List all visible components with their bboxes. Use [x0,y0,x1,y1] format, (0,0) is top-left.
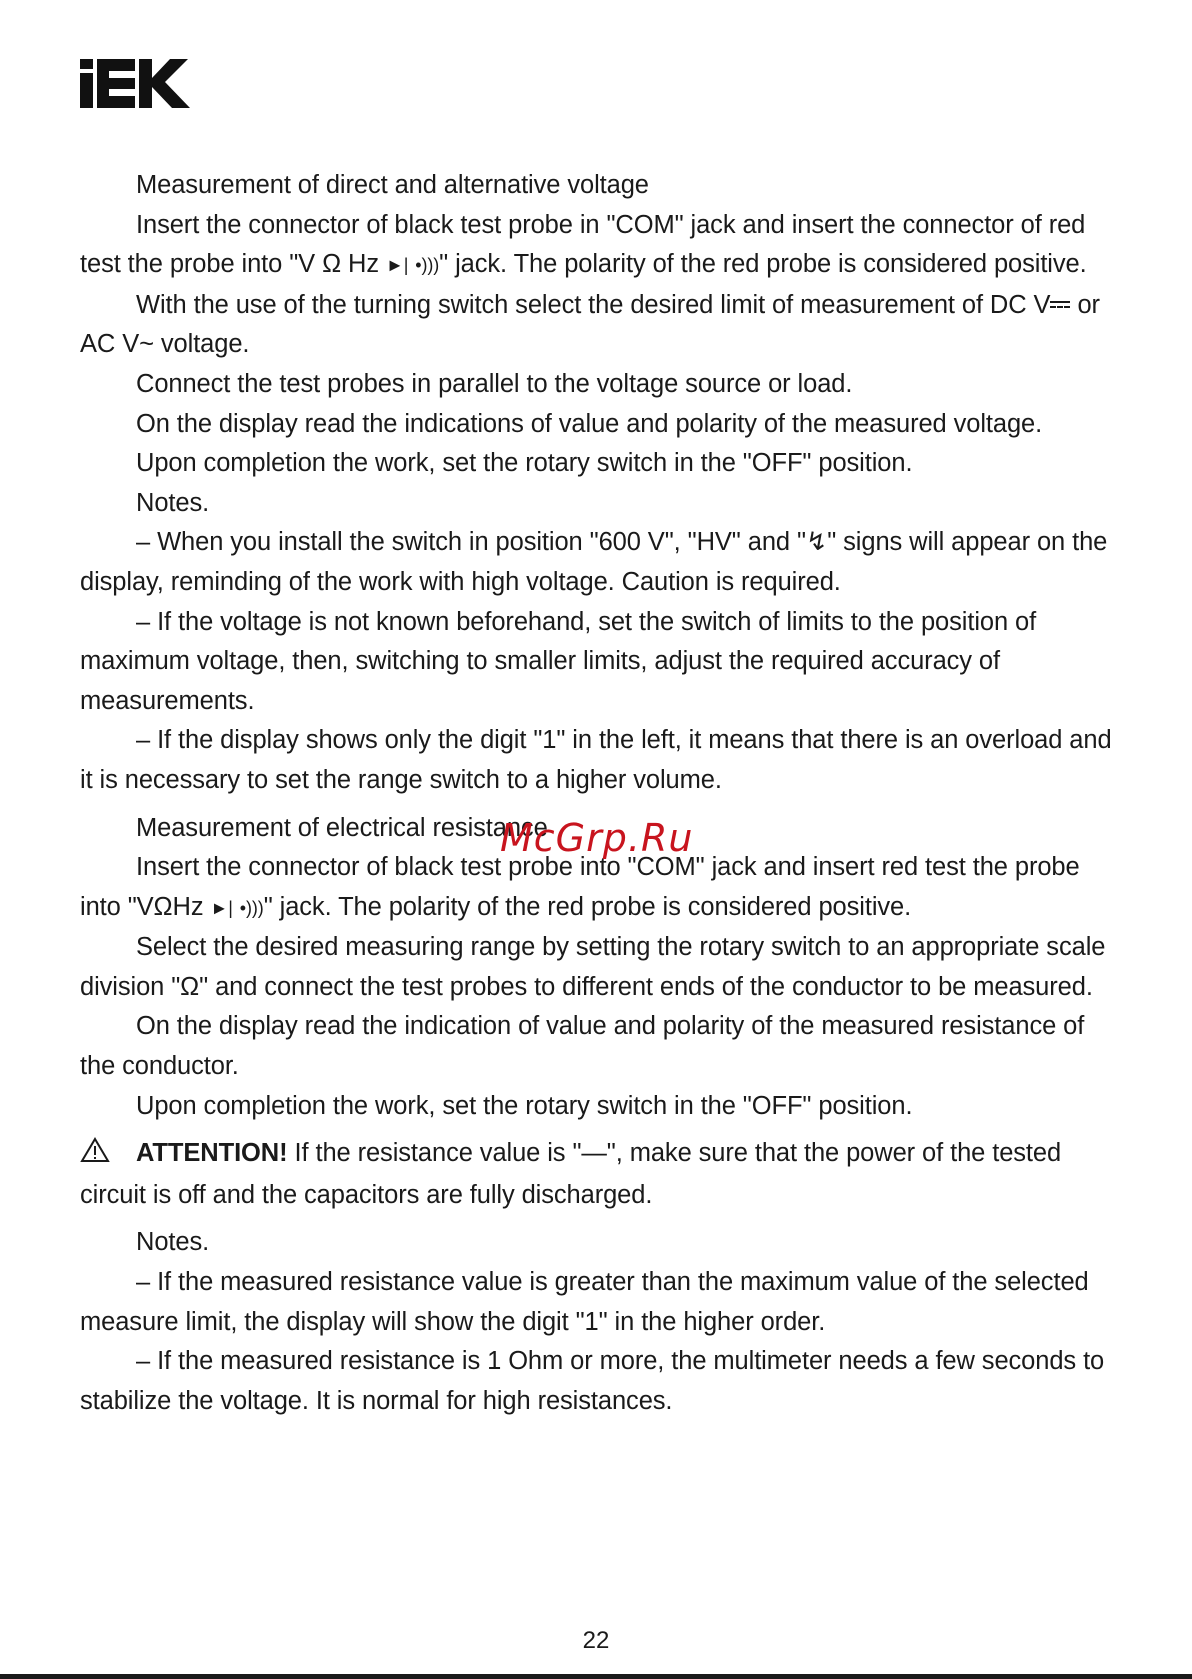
resistance-notes-label: Notes. [136,1228,210,1257]
resistance-instruction-1: Insert the connector of black test probe into "COM" jack and insert red test the probe into "VΩHz ►| •)))" jack. The polarity of the red probe is considered positive. [80,853,1080,921]
resistance-note-1: – If the measured resistance value is greater than the maximum value of the selected measure limit, the display will show the digit "1" in the higher order. [80,1268,1089,1336]
dc-symbol-icon [1050,298,1070,312]
attention-paragraph: ATTENTION! If the resistance value is "—", make sure that the power of the tested circuit is off and the capacitors are fully discharged. [80,1134,1112,1215]
resistance-section-title: Measurement of electrical resistance [136,813,548,842]
iek-logo [80,56,194,108]
voltage-instruction-4: On the display read the indications of value and polarity of the measured voltage. [136,409,1043,438]
voltage-section-title: Measurement of direct and alternative voltage [136,171,649,199]
diode-icon: ►| [210,897,233,918]
voltage-instruction-1: Insert the connector of black test probe in "COM" jack and insert the connector of red test the probe into "V Ω Hz ►| •)))" jack. The polarity of the red probe is considered positive. [80,210,1087,279]
voltage-note-3: – If the display shows only the digit "1" in the left, it means that there is an overload and it is necessary to set the range switch to a higher volume. [80,726,1112,794]
resistance-instruction-4: Upon completion the work, set the rotary switch in the "OFF" position. [136,1091,913,1120]
page-content [80,166,1112,1421]
voltage-instruction-5: Upon completion the work, set the rotary switch in the "OFF" position. [136,449,913,478]
voltage-instruction-2: With the use of the turning switch select the desired limit of measurement of DC V or AC V~ voltage. [80,290,1100,359]
buzzer-icon: •))) [415,255,440,276]
resistance-note-2: – If the measured resistance is 1 Ohm or more, the multimeter needs a few seconds to stabilize the voltage. It is normal for high resistances. [80,1347,1105,1415]
attention-label: ATTENTION! [136,1139,288,1168]
voltage-notes-label: Notes. [136,488,210,517]
voltage-note-2: – If the voltage is not known beforehand, set the switch of limits to the position of maximum voltage, then, switching to smaller limits, adjust the required accuracy of measurements. [80,607,1037,715]
watermark: McGrp.Ru [500,816,694,860]
high-voltage-icon: ↯ [805,528,828,557]
resistance-instruction-2: Select the desired measuring range by setting the rotary switch to an appropriate scale division "Ω" and connect the test probes to different ends of the conductor to be measured. [80,933,1106,1001]
voltage-note-1: – When you install the switch in position "600 V", "HV" and "↯" signs will appear on the display, reminding of the work with high voltage. Caution is required. [80,528,1108,596]
voltage-instruction-3: Connect the test probes in parallel to the voltage source or load. [136,369,853,398]
page-number: 22 [582,1627,610,1654]
diode-icon: ►| [385,255,409,276]
resistance-instruction-3: On the display read the indication of value and polarity of the measured resistance of the conductor. [80,1012,1085,1081]
buzzer-icon: •))) [239,897,264,918]
bottom-rule [0,1674,1192,1679]
warning-icon [80,1136,136,1176]
